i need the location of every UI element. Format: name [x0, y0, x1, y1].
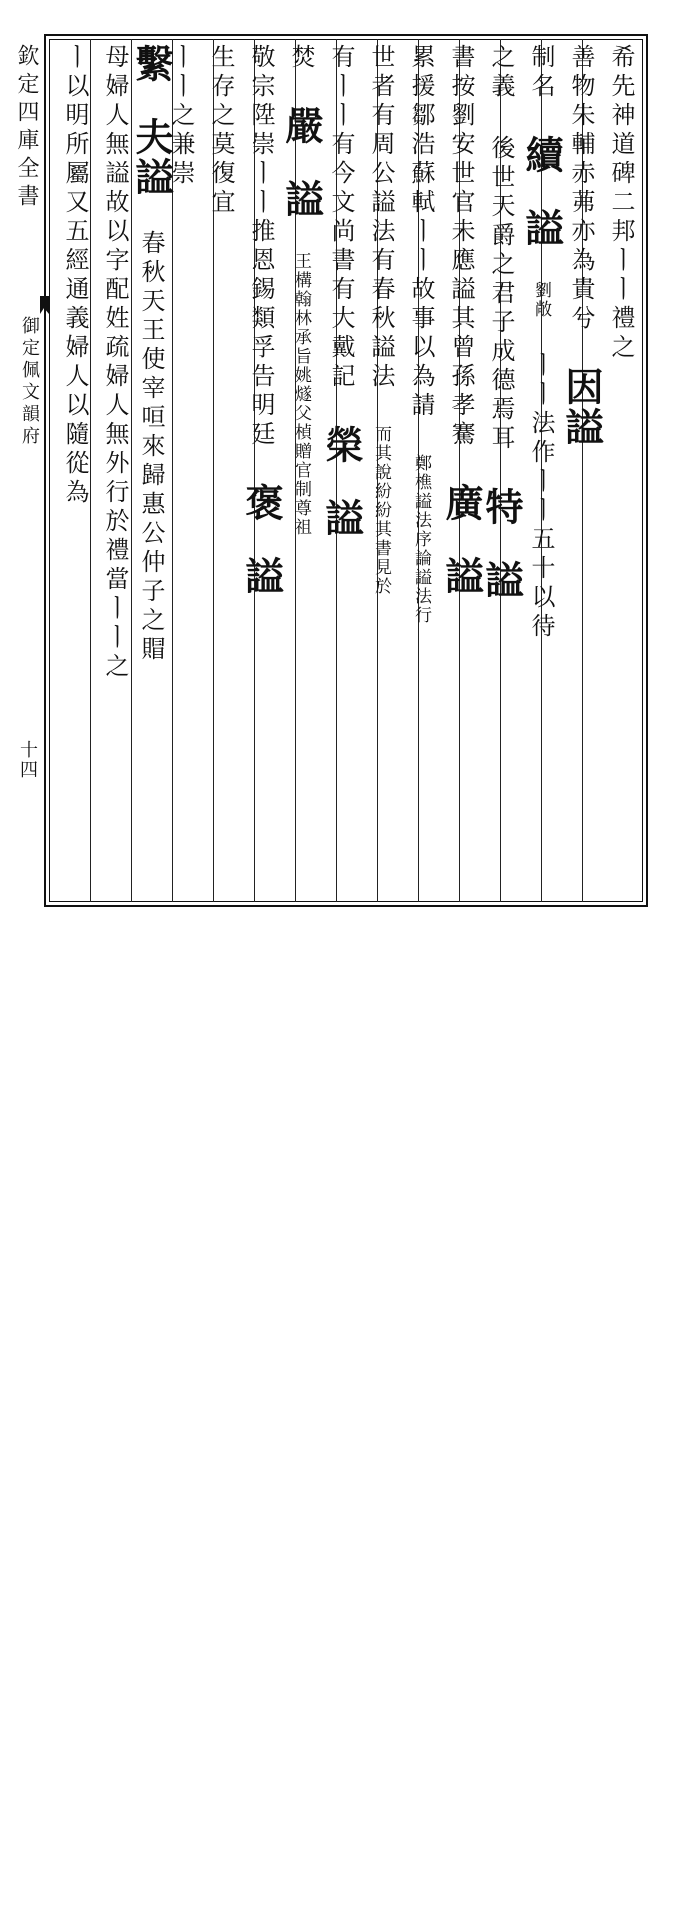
- entry-heading-suffix: 謚: [559, 407, 604, 447]
- margin-title: 欽定四庫全書: [14, 44, 39, 212]
- column-text: ㅣ以明所屬又五經通義婦人以隨從為: [61, 44, 89, 508]
- text-column-15: [60, 44, 90, 899]
- annotation-text: 王構翰林承旨姚燧父楨贈官制尊祖: [291, 252, 311, 537]
- entry-heading: 特: [479, 487, 524, 527]
- entry-heading: 廣: [439, 483, 484, 523]
- column-text: ㅣㅣ法作ㅣㅣ五十以待: [527, 352, 555, 642]
- margin-book-title: 御定佩文韻府: [19, 316, 40, 448]
- entry-heading: 續: [519, 135, 564, 175]
- annotation-text: 劉敞: [531, 281, 551, 319]
- entry-heading-suffix: 夫謚: [129, 117, 174, 197]
- column-text: 善物朱輔赤茀亦為貴兮: [567, 44, 595, 334]
- column-text: 書按劉安世官未應謚其曾孫孝騫: [447, 44, 475, 450]
- entry-heading-suffix: 謚: [479, 560, 524, 600]
- text-column-1: [606, 44, 636, 899]
- entry-heading-suffix: 謚: [439, 556, 484, 596]
- annotation-text: 鄭樵謚法序論謚法行: [411, 454, 431, 625]
- column-text: 有ㅣㅣ有今文尚書有大戴記: [327, 44, 355, 392]
- entry-heading-suffix: 謚: [519, 208, 564, 248]
- page-number: 十四: [17, 740, 38, 780]
- column-text: 焚: [287, 44, 315, 73]
- text-column-4: [479, 44, 524, 899]
- column-text: 春秋天王使宰咺來歸惠公仲子之賵: [137, 230, 165, 665]
- entry-heading-suffix: 謚: [319, 498, 364, 538]
- annotation-text: 而其說紛紛其書見於: [371, 425, 391, 596]
- column-text: 母婦人無謚故以字配姓疏婦人無外行於禮當ㅣㅣ之: [101, 44, 129, 682]
- column-text: ㅣㅣ之兼崇: [167, 44, 195, 189]
- text-column-5: [439, 44, 484, 899]
- text-column-7: [366, 44, 396, 899]
- entry-heading-suffix: 謚: [279, 179, 324, 219]
- entry-heading: 榮: [319, 425, 364, 465]
- column-text: 世者有周公謚法有春秋謚法: [367, 44, 395, 392]
- entry-heading: 嚴: [279, 106, 324, 146]
- entry-heading-suffix: 謚: [239, 556, 284, 596]
- text-column-9: [279, 44, 324, 899]
- text-column-6: [406, 44, 436, 899]
- text-column-10: [239, 44, 284, 899]
- text-column-14: [100, 44, 130, 899]
- text-column-11: [206, 44, 236, 899]
- text-column-2: [559, 44, 604, 899]
- text-column-3: [519, 44, 564, 899]
- column-divider: [90, 39, 91, 902]
- entry-heading: 因: [559, 367, 604, 407]
- column-text: 生存之莫復宜: [207, 44, 235, 218]
- column-text: 後世天爵之君子成德焉耳: [487, 135, 515, 454]
- column-text: 希先神道碑二邦ㅣㅣ禮之: [607, 44, 635, 363]
- text-column-8: [319, 44, 364, 899]
- entry-heading: 繫: [129, 44, 174, 84]
- text-column-13: [129, 44, 174, 899]
- column-text: 累援鄒浩蘇軾ㅣㅣ故事以為請: [407, 44, 435, 421]
- column-text: 之義: [487, 44, 515, 102]
- entry-heading: 褒: [239, 483, 284, 523]
- fish-tail-mark-icon: [40, 296, 49, 314]
- column-text: 制名: [527, 44, 555, 102]
- column-text: 敬宗陞崇ㅣㅣ推恩錫類孚告明廷: [247, 44, 275, 450]
